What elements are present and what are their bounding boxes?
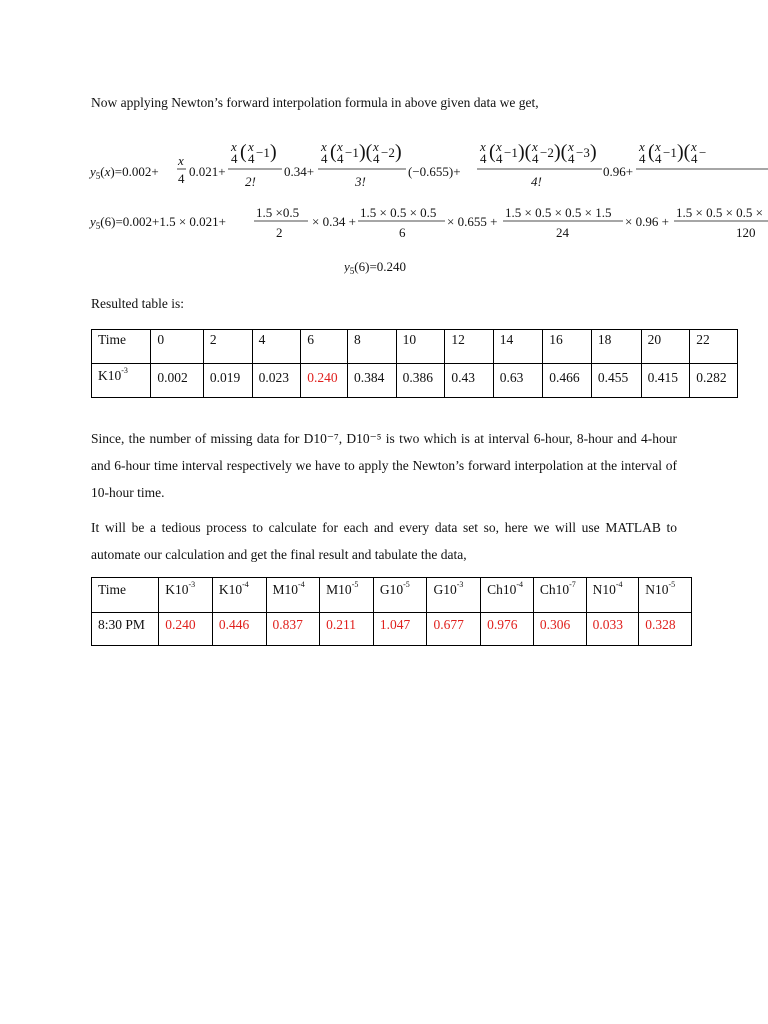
svg-text:y5(x)=0.002+: $y_5(x)=0.002+$: [90, 164, 159, 181]
intro-paragraph: Now applying Newton’s forward interpolation formula in above given data we get,: [91, 95, 539, 110]
time-cell: 22: [690, 330, 738, 364]
value-cell: 0.002: [151, 364, 204, 398]
svg-text:x: x: [231, 139, 237, 154]
column-header-base: N10: [592, 582, 616, 597]
column-header-exponent: -4: [298, 580, 305, 589]
time-cell: 6: [301, 330, 348, 364]
equation-y5-6-expanded: [90, 200, 768, 246]
svg-text:−: −: [699, 145, 707, 160]
result-value-cell: 0.240: [159, 613, 213, 646]
value-cell: 0.384: [347, 364, 396, 398]
svg-text:)(: )(: [677, 141, 691, 163]
resulted-table-value-row: [92, 364, 738, 398]
column-header-exponent: -4: [615, 580, 623, 589]
svg-text:x: x: [655, 139, 661, 154]
column-header-base: Ch10: [539, 582, 570, 597]
column-header-exponent: -4: [516, 580, 524, 589]
column-header-exponent: -5: [351, 580, 359, 589]
svg-text:4!: 4!: [531, 174, 542, 189]
result-value-cell: 0.677: [427, 613, 481, 646]
svg-text:4: 4: [373, 151, 380, 166]
svg-text:(: (: [330, 141, 337, 163]
time-header-cell: Time: [92, 330, 151, 364]
svg-text:x: x: [321, 139, 327, 154]
svg-text:(−0.655)+: (−0.655)+: [408, 164, 461, 179]
column-header-exponent: -5: [668, 580, 676, 589]
result-value-cell: 0.837: [266, 613, 320, 646]
svg-text:x: x: [496, 139, 502, 154]
svg-text:4: 4: [568, 151, 575, 166]
column-header-base: K10: [218, 582, 243, 597]
svg-text:−1: −1: [663, 145, 677, 160]
column-header-base: G10: [433, 582, 457, 597]
svg-text:120: 120: [736, 225, 756, 240]
value-cell: 0.455: [591, 364, 641, 398]
value-cell: 0.386: [396, 364, 445, 398]
svg-text:4: 4: [337, 151, 344, 166]
value-cell: 0.282: [690, 364, 738, 398]
svg-text:4: 4: [231, 151, 238, 166]
final-results-value-row: [92, 613, 692, 646]
svg-text:4: 4: [321, 151, 328, 166]
time-cell: 0: [151, 330, 204, 364]
column-header-exponent: -3: [456, 580, 464, 589]
column-header-base: M10: [272, 582, 299, 597]
column-header-base: G10: [379, 582, 404, 597]
resulted-table: [91, 329, 738, 398]
column-header-cell: [427, 578, 481, 613]
svg-text:): ): [395, 141, 402, 163]
column-header-base: M10: [326, 582, 352, 597]
time-cell: 14: [493, 330, 542, 364]
svg-text:× 0.34 +: × 0.34 +: [312, 214, 356, 229]
svg-text:1.5 ×0.5: 1.5 ×0.5: [256, 205, 300, 220]
equation-y5-x: [90, 128, 768, 190]
missing-data-paragraph: Since, the number of missing data for D10⁻⁷, D10⁻⁵ is two which is at interval 6-hour, 8-hour and 4-hour and 6-hour time interval respectively we have to apply the Newton’s forward interpolation at the interval of 10-hour time.: [91, 431, 677, 500]
column-header-cell: [481, 578, 534, 613]
column-header-cell: [533, 578, 586, 613]
equation-y5-6-result-graphic: [344, 254, 454, 278]
svg-text:x: x: [568, 139, 574, 154]
svg-text:6: 6: [399, 225, 406, 240]
column-header-cell: [266, 578, 320, 613]
value-cell: 0.43: [445, 364, 493, 398]
svg-text:4: 4: [639, 151, 646, 166]
time-header-cell: Time: [92, 578, 159, 613]
svg-text:x: x: [639, 139, 645, 154]
value-cell: 0.415: [641, 364, 690, 398]
svg-text:3!: 3!: [355, 174, 366, 189]
result-value-cell: 0.033: [586, 613, 639, 646]
column-header-base: K10: [165, 582, 189, 597]
column-header-base: N10: [645, 582, 669, 597]
column-header-cell: [320, 578, 374, 613]
svg-text:): ): [270, 141, 277, 163]
time-cell: 2: [203, 330, 252, 364]
matlab-paragraph: It will be a tedious process to calculate for each and every data set so, here we will use MATLAB to automate our calculation and get the final result and tabulate the data,: [91, 520, 677, 562]
svg-text:× 0.96 +: × 0.96 +: [625, 214, 669, 229]
svg-text:4: 4: [691, 151, 698, 166]
svg-text:(: (: [489, 141, 496, 163]
svg-text:x: x: [178, 153, 184, 168]
time-cell: 4: [252, 330, 301, 364]
svg-text:y5(6)=0.240: $y_5(6)=0.240$: [344, 259, 407, 276]
svg-text:1.5 × 0.5 × 0.5 ×: 1.5 × 0.5 × 0.5 ×: [676, 205, 763, 220]
svg-text:−2: −2: [540, 145, 554, 160]
svg-text:)(: )(: [554, 141, 568, 163]
value-cell: 0.023: [252, 364, 301, 398]
time-cell: 18: [591, 330, 641, 364]
svg-text:−2: −2: [381, 145, 395, 160]
svg-text:(: (: [240, 141, 247, 163]
svg-text:)(: )(: [359, 141, 373, 163]
final-results-header-row: [92, 578, 692, 613]
svg-text:x: x: [373, 139, 379, 154]
svg-text:−3: −3: [576, 145, 590, 160]
column-header-exponent: -4: [242, 580, 249, 589]
svg-text:0.34+: 0.34+: [284, 164, 315, 179]
svg-text:x: x: [691, 139, 697, 154]
svg-text:4: 4: [178, 171, 185, 186]
row-label-base: K10: [98, 368, 122, 383]
column-header-cell: [373, 578, 427, 613]
column-header-cell: [212, 578, 266, 613]
column-header-cell: [639, 578, 692, 613]
svg-text:× 0.655 +: × 0.655 +: [447, 214, 498, 229]
row-label-cell: 8:30 PM: [92, 613, 159, 646]
svg-text:(: (: [648, 141, 655, 163]
svg-text:1.5 × 0.5 × 0.5: 1.5 × 0.5 × 0.5: [360, 205, 437, 220]
time-cell: 16: [543, 330, 592, 364]
svg-text:0.96+: 0.96+: [603, 164, 634, 179]
result-value-cell: 0.328: [639, 613, 692, 646]
svg-text:4: 4: [496, 151, 503, 166]
row-label-cell: [92, 364, 151, 398]
column-header-exponent: -5: [403, 580, 410, 589]
svg-text:x: x: [337, 139, 343, 154]
final-results-table: [91, 577, 692, 646]
column-header-cell: [586, 578, 639, 613]
svg-text:4: 4: [532, 151, 539, 166]
svg-text:): ): [590, 141, 597, 163]
result-value-cell: 0.446: [212, 613, 266, 646]
column-header-cell: [159, 578, 213, 613]
equation-y5-x-graphic: [90, 128, 768, 190]
svg-text:−1: −1: [256, 145, 270, 160]
time-cell: 8: [347, 330, 396, 364]
row-label-exponent: -3: [121, 366, 128, 375]
column-header-base: Ch10: [487, 582, 517, 597]
resulted-label: Resulted table is:: [91, 296, 184, 311]
equation-y5-6-result: [344, 254, 454, 278]
svg-text:2!: 2!: [245, 174, 256, 189]
column-header-exponent: -7: [569, 580, 576, 589]
time-cell: 20: [641, 330, 690, 364]
time-cell: 10: [396, 330, 445, 364]
svg-text:)(: )(: [518, 141, 532, 163]
result-value-cell: 0.976: [481, 613, 534, 646]
value-cell: 0.63: [493, 364, 542, 398]
svg-text:x: x: [480, 139, 486, 154]
svg-text:1.5 × 0.5 × 0.5 × 1.5: 1.5 × 0.5 × 0.5 × 1.5: [505, 205, 612, 220]
value-cell: 0.019: [203, 364, 252, 398]
svg-text:0.021+: 0.021+: [189, 164, 226, 179]
equation-y5-6-expanded-graphic: [90, 200, 768, 246]
svg-text:x: x: [532, 139, 538, 154]
svg-text:−1: −1: [345, 145, 359, 160]
result-value-cell: 1.047: [373, 613, 427, 646]
resulted-table-header-row: [92, 330, 738, 364]
svg-text:2: 2: [276, 225, 283, 240]
column-header-exponent: -3: [188, 580, 196, 589]
svg-text:4: 4: [248, 151, 255, 166]
time-cell: 12: [445, 330, 493, 364]
result-value-cell: 0.211: [320, 613, 374, 646]
svg-text:4: 4: [480, 151, 487, 166]
svg-text:−1: −1: [504, 145, 518, 160]
value-cell: 0.466: [543, 364, 592, 398]
svg-text:4: 4: [655, 151, 662, 166]
result-value-cell: 0.306: [533, 613, 586, 646]
svg-text:x: x: [248, 139, 254, 154]
value-cell-highlighted: 0.240: [301, 364, 348, 398]
svg-text:24: 24: [556, 225, 569, 240]
svg-text:y5(6)=0.002+1.5 × 0.021+: $y_5(6)=0.002+1.5 \times 0.021+$: [90, 214, 227, 231]
